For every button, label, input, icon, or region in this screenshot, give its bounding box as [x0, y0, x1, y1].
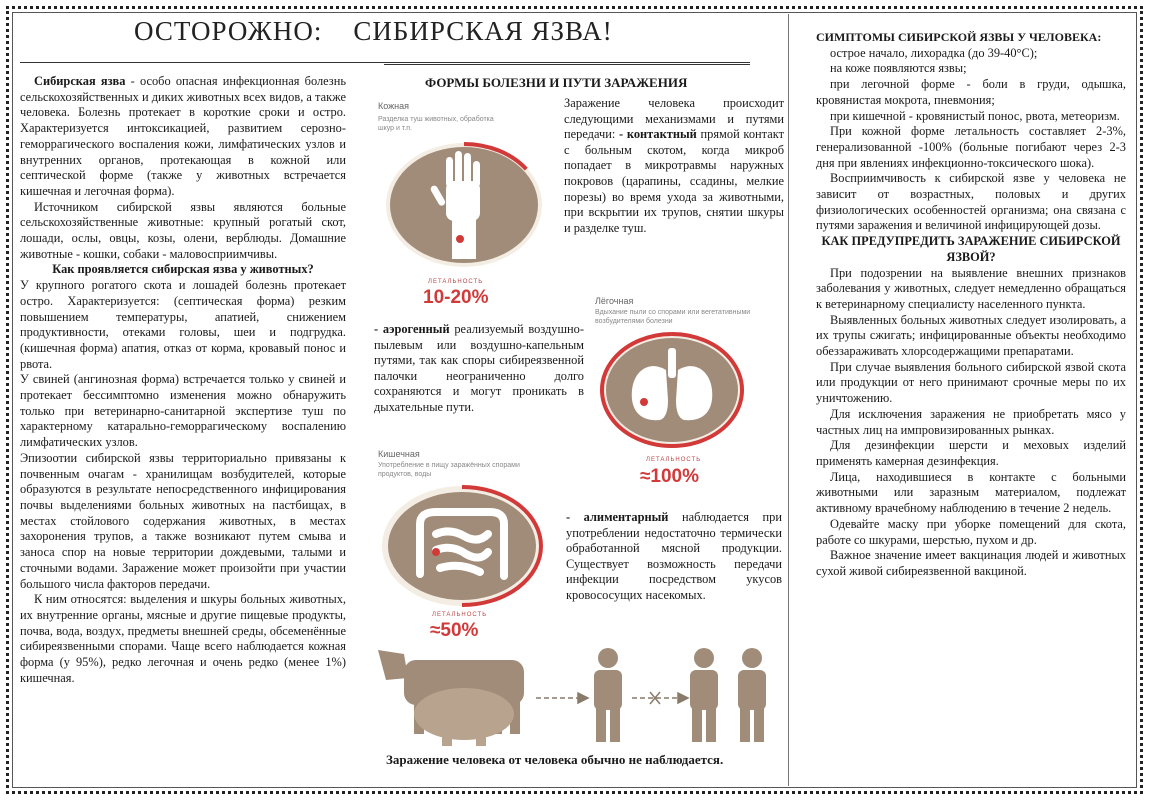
contact-route-text	[564, 96, 784, 236]
symptom-intestinal: при кишечной - кровянистый понос, рвота, метеоризм.	[830, 108, 1120, 123]
transmission-diagram	[374, 640, 774, 750]
skin-lethality-value: 10-20%	[423, 287, 489, 308]
intestine-lethality-value: ≈50%	[430, 620, 479, 641]
title-underline	[20, 62, 750, 63]
aerogenic-term: - аэрогенный	[374, 322, 450, 336]
aerogenic-desc: реализуемый воздушно-пылевым или воздушно-капельным путями, так как споры сибиреязвенной палочки неограниченно долго сохраняются и могут проникать в дыхательные пути.	[374, 322, 584, 414]
symptom-ulcers: на коже появляются язвы;	[830, 61, 967, 76]
human-icon-1	[594, 648, 622, 742]
intestine-lethality-label: ЛЕТАЛЬНОСТЬ	[432, 612, 488, 618]
intro-term: Сибирская язва	[34, 74, 126, 88]
skin-form-label: Кожная	[378, 101, 410, 111]
symptoms-heading: СИМПТОМЫ СИБИРСКОЙ ЯЗВЫ У ЧЕЛОВЕКА:	[816, 30, 1102, 44]
skin-lethality-label: ЛЕТАЛЬНОСТЬ	[428, 279, 484, 285]
intestine-form-illustration	[380, 484, 560, 614]
prevention-observe: Лица, находившиеся в контакте с больными животными или заразным материалом, подлежат активному врачебному наблюдению в течение 2 недель.	[816, 469, 1126, 516]
arrow-to-human	[536, 693, 588, 703]
alimentary-route-text	[566, 510, 782, 604]
human-icon-2	[690, 648, 718, 742]
pig-icon	[414, 688, 514, 746]
aerogenic-route-text	[374, 322, 584, 416]
intestine-form-label: Кишечная	[378, 449, 420, 459]
contact-desc: прямой контакт с больным скотом, когда микроб попадает в микротравмы наружных покровов (царапины, ссадины, мелкие порезы) во время ухода за животными, при вскрытии их трупов, снятии шкуры и разделке туш.	[564, 127, 784, 235]
intestine-lesion-dot	[432, 548, 440, 556]
human-icon-3	[738, 648, 766, 742]
column-divider	[788, 14, 789, 786]
blocked-arrow	[632, 692, 688, 704]
prevention-market: Для исключения заражения не приобретать мясо у частных лиц на импровизированных рынках.	[816, 406, 1126, 437]
routes-intro: Заражение человека происходит следующими механизмами и путями передачи:	[564, 96, 784, 142]
symptom-pulmonary: при легочной форме - боли в груди, одышка, кровянистая мокрота, пневмония;	[816, 77, 1126, 107]
symptom-fever: острое начало, лихорадка (до 39-40°С);	[830, 45, 1038, 60]
cattle-paragraph: У крупного рогатого скота и лошадей болезнь протекает остро. Характеризуется: (септическая форма) резким повышением температуры, апатией, снижением продуктивности, отеками головы, шеи и подгрудка. (кишечная форма) апатия, отказ от корма, кровавый понос и рвота.	[20, 278, 346, 371]
right-column	[816, 30, 1126, 580]
alimentary-desc: наблюдается при употреблении недостаточно термически обработанной мясной продукции. Существует возможность передачи инфекции посредством укусов кровососущих насекомых.	[566, 510, 782, 602]
middle-rule	[384, 64, 750, 65]
left-column	[20, 74, 346, 686]
transmission-note: Заражение человека от человека обычно не наблюдается.	[386, 752, 724, 767]
prevention-heading: КАК ПРЕДУПРЕДИТЬ ЗАРАЖЕНИЕ СИБИРСКОЙ ЯЗВОЙ?	[821, 234, 1121, 264]
lung-form-desc: Вдыхание пыли со спорами или вегетативными возбудителями болезни	[595, 309, 751, 325]
contact-term: - контактный	[619, 127, 697, 142]
page-title: ОСТОРОЖНО: СИБИРСКАЯ ЯЗВА!	[134, 16, 613, 46]
epizootic-paragraph: Эпизоотии сибирской язвы территориально привязаны к почвенным очагам - хранилищам возбудителей, которые образуются в результате непосредственного инфицирования почвы выделениями больных животных на пастбищах, в местах стойлового содержания животных, в местах захоронения трупов, а также возникают путем смыва и заноса спор на новые территории дождевыми, талыми и сточными водами. Заражение может произойти при участии большого числа факторов передачи.	[20, 450, 346, 591]
intestine-form-desc: Употребление в пищу заражённых спорами продуктов, воды	[378, 462, 520, 478]
animals-heading: Как проявляется сибирская язва у животных?	[52, 262, 314, 277]
pigs-paragraph: У свиней (ангинозная форма) встречается только у свиней и протекает бессимптомно изменения можно обнаружить только при ветеринарно-санитарной экспертизе туш по характерному катарально-геморрагическому воспалению лимфатических узлов.	[20, 372, 346, 450]
lung-lethality-value: ≈100%	[640, 466, 700, 487]
sources-paragraph: Источником сибирской язвы являются больные сельскохозяйственные животные: крупный рогатый скот, лошади, ослы, овцы, козы, олени, верблюды. Домашние животные - кошки, собаки - маловосприимчивы.	[20, 199, 346, 261]
prevention-destroy: При случае выявления больного сибирской язвой скота или продукции от него принимают срочные меры по их уничтожению.	[816, 359, 1126, 406]
skin-form-illustration	[384, 135, 554, 275]
prevention-vet: При подозрении на выявление внешних признаков заболевания у животных, следует немедленно обращаться к ветеринарному специалисту населенного пункта.	[816, 265, 1126, 311]
forms-heading: ФОРМЫ БОЛЕЗНИ И ПУТИ ЗАРАЖЕНИЯ	[425, 75, 688, 90]
lung-lesion-dot	[640, 398, 648, 406]
intro-text: - особо опасная инфекционная болезнь сельскохозяйственных и диких животных всех видов, а также человека. Болезнь протекает в короткие сроки и остро. Характеризуется интоксикацией, развитием серозно-геморрагического воспаления кожи, лимфатических узлов и внутренних органов, протекающая в кожной или септической форме (также у животных встречается кишечная и легочная форма).	[20, 74, 346, 198]
prevention-mask: Одевайте маску при уборке помещений для скота, работе со шкурами, шерстью, пухом и др.	[816, 516, 1126, 547]
intro-paragraph	[20, 74, 346, 200]
alimentary-term: - алиментарный	[566, 510, 669, 524]
lung-lethality-label: ЛЕТАЛЬНОСТЬ	[646, 457, 702, 463]
lung-form-illustration	[600, 330, 750, 450]
lethality-paragraph: При кожной форме летальность составляет 2-3%, генерализованной -100% (больные погибают через 2-3 дня при явлениях инфекционно-токсического шока).	[816, 124, 1126, 170]
skin-form-desc: Разделка туш животных, обработка шкур и т.п.	[378, 116, 494, 132]
factors-paragraph: К ним относятся: выделения и шкуры больных животных, их внутренние органы, мясные и другие пищевые продукты, почва, вода, воздух, предметы внешней среды, обсеменённые сибиреязвенными спорами. Чаще всего наблюдается кожная форма (у 95%), редко легочная и очень редко (менее 1%) кишечная.	[20, 592, 346, 685]
prevention-vaccine: Важное значение имеет вакцинация людей и животных сухой живой сибиреязвенной вакциной.	[816, 548, 1126, 578]
skin-lesion-dot	[456, 235, 464, 243]
lung-form-label: Лёгочная	[595, 296, 634, 306]
susceptibility-paragraph: Восприимчивость к сибирской язве у человека не зависит от возрастных, половых и других физиологических особенностей организма; она связана с путями заражения и величиной инфицирующей дозы.	[816, 171, 1126, 233]
prevention-disinfect: Для дезинфекции шерсти и меховых изделий применять камерная дезинфекция.	[816, 438, 1126, 468]
prevention-isolate: Выявленных больных животных следует изолировать, а их трупы сжигать; инфицированные объекты необходимо обеззараживать хлорсодержащими препаратами.	[816, 312, 1126, 359]
